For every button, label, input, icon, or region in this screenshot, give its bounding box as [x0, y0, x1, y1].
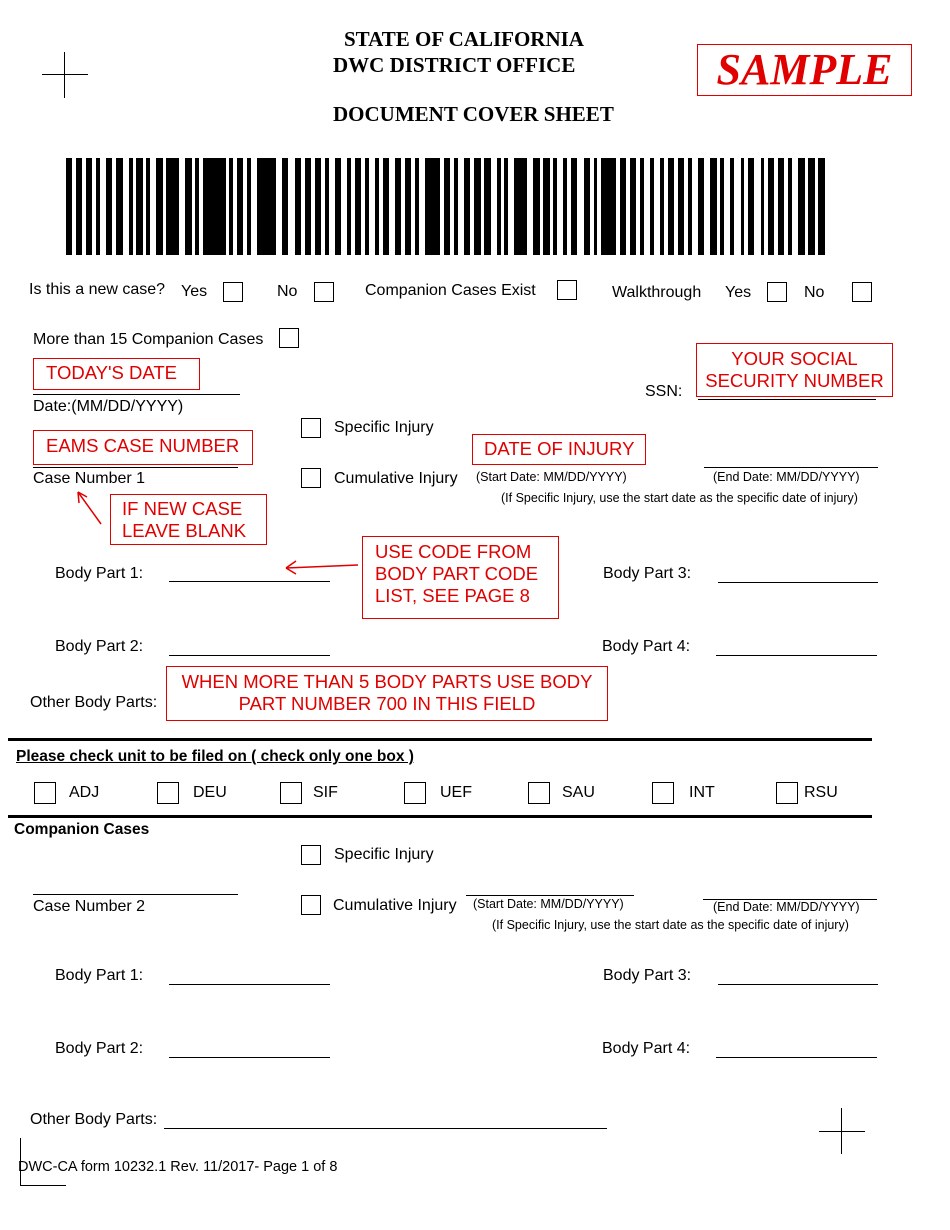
new-case-yes-label: Yes [181, 283, 208, 300]
date-field-line[interactable] [33, 394, 240, 395]
todays-date-annotation-text: TODAY'S DATE [46, 362, 177, 383]
ssn-field-line[interactable] [698, 399, 876, 400]
cumulative-injury-label: Cumulative Injury [334, 470, 458, 487]
barcode-bar [818, 158, 824, 255]
sample-stamp [697, 44, 912, 96]
eams-annotation [33, 430, 253, 465]
case-number-2-label: Case Number 2 [33, 898, 146, 915]
ssn-annotation [696, 343, 893, 397]
more-body-parts-annotation [166, 666, 608, 721]
body-code-annotation-line3: LIST, SEE PAGE 8 [375, 585, 530, 606]
companion-specific-injury-note: (If Specific Injury, use the start date as the specific date of injury) [492, 918, 849, 932]
cumulative-injury-checkbox[interactable] [301, 468, 321, 488]
walkthrough-no-checkbox[interactable] [852, 282, 872, 302]
unit-adj-checkbox[interactable] [34, 782, 56, 804]
barcode-bar [203, 158, 226, 255]
body-part-3-line[interactable] [718, 582, 878, 583]
unit-section-bottom-rule [8, 815, 872, 818]
walkthrough-yes-label: Yes [725, 284, 752, 301]
unit-sau-checkbox[interactable] [528, 782, 550, 804]
date-of-injury-annotation [472, 434, 646, 465]
body-part-1-label: Body Part 1: [55, 565, 144, 582]
more-than-15-checkbox[interactable] [279, 328, 299, 348]
new-case-annotation-line1: IF NEW CASE [122, 498, 243, 519]
end-date-line[interactable] [704, 467, 878, 468]
companion-body-part-4-label: Body Part 4: [602, 1040, 691, 1057]
barcode-bar [601, 158, 616, 255]
new-case-no-checkbox[interactable] [314, 282, 334, 302]
end-date-label: (End Date: MM/DD/YYYY) [713, 470, 860, 484]
unit-heading: Please check unit to be filed on ( check only one box ) [16, 748, 414, 765]
new-case-annotation [110, 494, 267, 545]
more-than-15-label: More than 15 Companion Cases [33, 331, 264, 348]
barcode [66, 158, 826, 255]
new-case-arrow-icon [72, 486, 106, 528]
companion-body-part-3-label: Body Part 3: [603, 967, 692, 984]
companion-body-part-3-line[interactable] [718, 984, 878, 985]
companion-specific-injury-label: Specific Injury [334, 846, 434, 863]
state-heading: STATE OF CALIFORNIA [344, 27, 584, 51]
eams-annotation-text: EAMS CASE NUMBER [46, 435, 240, 456]
specific-injury-checkbox[interactable] [301, 418, 321, 438]
barcode-bar [514, 158, 527, 255]
walkthrough-no-label: No [804, 284, 825, 301]
companion-body-part-1-label: Body Part 1: [55, 967, 144, 984]
body-part-3-label: Body Part 3: [603, 565, 692, 582]
new-case-question: Is this a new case? [29, 281, 166, 298]
companion-body-part-2-line[interactable] [169, 1057, 330, 1058]
ssn-annotation-line2: SECURITY NUMBER [705, 370, 884, 391]
ssn-label: SSN: [645, 383, 683, 400]
unit-deu-label: DEU [193, 784, 227, 801]
specific-injury-label: Specific Injury [334, 419, 434, 436]
companion-body-part-1-line[interactable] [169, 984, 330, 985]
more-body-parts-annotation-line2: PART NUMBER 700 IN THIS FIELD [238, 693, 536, 714]
body-part-1-line[interactable] [169, 581, 330, 582]
body-code-annotation-line1: USE CODE FROM [375, 541, 532, 562]
body-code-annotation [362, 536, 559, 619]
barcode-bar [425, 158, 440, 255]
companion-specific-injury-checkbox[interactable] [301, 845, 321, 865]
companion-cases-exist-label: Companion Cases Exist [365, 282, 536, 299]
unit-sau-label: SAU [562, 784, 595, 801]
companion-other-body-parts-label: Other Body Parts: [30, 1111, 158, 1128]
form-footer: DWC-CA form 10232.1 Rev. 11/2017- Page 1 of 8 [18, 1159, 338, 1175]
unit-section-top-rule [8, 738, 872, 741]
case-number-1-label: Case Number 1 [33, 470, 146, 487]
unit-int-checkbox[interactable] [652, 782, 674, 804]
companion-cumulative-injury-label: Cumulative Injury [333, 897, 457, 914]
case-number-2-line[interactable] [33, 894, 238, 895]
unit-int-label: INT [689, 784, 715, 801]
date-of-injury-annotation-text: DATE OF INJURY [484, 438, 635, 459]
body-part-2-label: Body Part 2: [55, 638, 144, 655]
walkthrough-yes-checkbox[interactable] [767, 282, 787, 302]
companion-other-body-parts-line[interactable] [164, 1128, 607, 1129]
barcode-bar [257, 158, 276, 255]
companion-cumulative-injury-checkbox[interactable] [301, 895, 321, 915]
companion-cases-exist-checkbox[interactable] [557, 280, 577, 300]
unit-sif-checkbox[interactable] [280, 782, 302, 804]
body-part-4-label: Body Part 4: [602, 638, 691, 655]
specific-injury-note: (If Specific Injury, use the start date as the specific date of injury) [501, 491, 858, 505]
other-body-parts-label: Other Body Parts: [30, 694, 158, 711]
todays-date-annotation [33, 358, 200, 390]
start-date-label: (Start Date: MM/DD/YYYY) [476, 470, 627, 484]
companion-heading: Companion Cases [14, 821, 150, 838]
page-title: DOCUMENT COVER SHEET [333, 102, 614, 126]
body-part-4-line[interactable] [716, 655, 877, 656]
unit-rsu-checkbox[interactable] [776, 782, 798, 804]
unit-uef-label: UEF [440, 784, 472, 801]
sample-stamp-text: SAMPLE [716, 45, 893, 94]
unit-adj-label: ADJ [69, 784, 100, 801]
body-code-arrow-icon [282, 558, 362, 578]
companion-start-date-line[interactable] [466, 895, 634, 896]
new-case-annotation-line2: LEAVE BLANK [122, 520, 247, 541]
ssn-annotation-line1: YOUR SOCIAL [731, 348, 858, 369]
unit-deu-checkbox[interactable] [157, 782, 179, 804]
date-label: Date:(MM/DD/YYYY) [33, 398, 184, 415]
unit-uef-checkbox[interactable] [404, 782, 426, 804]
new-case-yes-checkbox[interactable] [223, 282, 243, 302]
more-body-parts-annotation-line1: WHEN MORE THAN 5 BODY PARTS USE BODY [181, 671, 593, 692]
companion-body-part-4-line[interactable] [716, 1057, 877, 1058]
case-number-1-line[interactable] [33, 467, 238, 468]
companion-start-date-label: (Start Date: MM/DD/YYYY) [473, 897, 624, 911]
new-case-no-label: No [277, 283, 298, 300]
companion-end-date-label: (End Date: MM/DD/YYYY) [713, 900, 860, 914]
unit-rsu-label: RSU [804, 784, 838, 801]
office-heading: DWC DISTRICT OFFICE [333, 53, 576, 77]
unit-sif-label: SIF [313, 784, 338, 801]
body-part-2-line[interactable] [169, 655, 330, 656]
barcode-bar [166, 158, 179, 255]
body-code-annotation-line2: BODY PART CODE [375, 563, 539, 584]
companion-body-part-2-label: Body Part 2: [55, 1040, 144, 1057]
walkthrough-label: Walkthrough [612, 284, 702, 301]
